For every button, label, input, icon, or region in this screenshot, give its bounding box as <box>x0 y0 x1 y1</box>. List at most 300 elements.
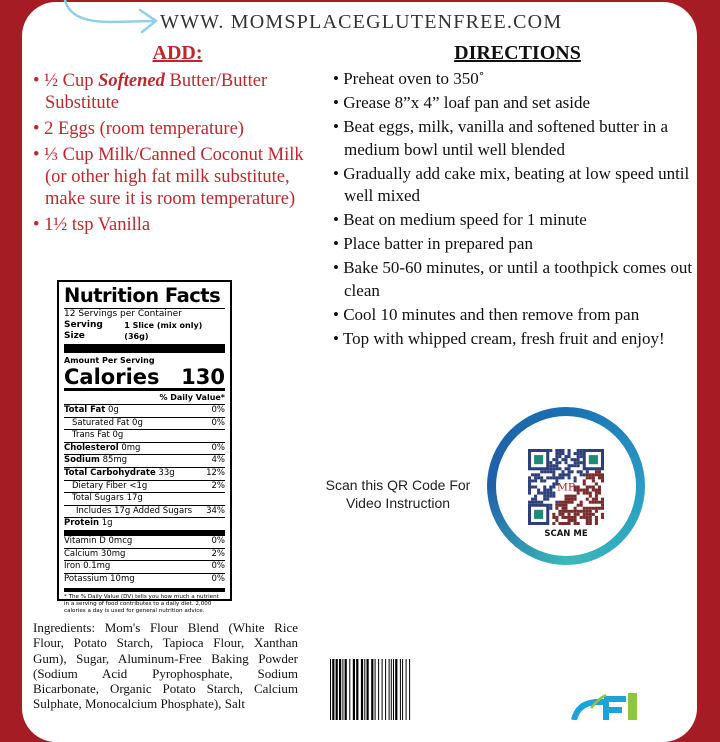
qr-module <box>546 492 549 495</box>
qr-module <box>589 492 592 495</box>
qr-module <box>561 476 564 479</box>
nutrient-amount: Vitamin D 0mcg <box>64 535 133 546</box>
qr-module <box>577 461 580 464</box>
qr-module <box>531 501 534 504</box>
qr-logo: MP <box>556 480 576 494</box>
qr-module <box>546 498 549 501</box>
nutrient-dv: 0% <box>211 573 225 584</box>
qr-module <box>595 495 598 498</box>
nutrition-footnote: * The % Daily Value (DV) tells you how much a nutrient in a serving of food contributes to a daily diet. 2,000 calories a day is used for general nutrition advice. <box>64 588 225 615</box>
nutrient-row <box>64 480 225 493</box>
qr-module <box>601 513 604 516</box>
serving-size-label: Serving Size <box>64 320 103 341</box>
qr-module <box>586 516 589 519</box>
nutrient-dv: 12% <box>206 467 225 478</box>
qr-module <box>580 461 583 464</box>
qr-module <box>564 522 567 525</box>
qr-module <box>528 492 531 495</box>
directions-list <box>333 68 698 352</box>
barcode-bar <box>385 659 386 720</box>
qr-module <box>577 449 580 452</box>
qr-module <box>601 473 604 476</box>
qr-module <box>564 458 567 461</box>
qr-module <box>568 495 571 498</box>
qr-module <box>558 449 561 452</box>
qr-module <box>577 458 580 461</box>
barcode-bar <box>378 659 379 720</box>
qr-module <box>543 485 546 488</box>
qr-module <box>549 464 552 467</box>
direction-step: • Preheat oven to 350˚ <box>333 68 698 91</box>
qr-module <box>558 476 561 479</box>
qr-module <box>589 516 592 519</box>
qr-module <box>571 458 574 461</box>
qr-module <box>552 516 555 519</box>
qr-module <box>571 510 574 513</box>
qr-module <box>561 516 564 519</box>
qr-module <box>546 476 549 479</box>
qr-module <box>583 507 586 510</box>
barcode-bar <box>400 659 401 720</box>
nutrient-row <box>64 548 225 561</box>
qr-module <box>564 510 567 513</box>
qr-module <box>571 519 574 522</box>
qr-module <box>586 510 589 513</box>
qr-module <box>537 501 540 504</box>
qr-module <box>534 498 537 501</box>
qr-module <box>540 501 543 504</box>
qr-module <box>601 479 604 482</box>
qr-module <box>601 504 604 507</box>
qr-module <box>549 449 552 452</box>
qr-module <box>534 479 537 482</box>
qr-module <box>583 513 586 516</box>
nutrient-amount: 0g <box>105 405 119 415</box>
qr-module <box>574 495 577 498</box>
qr-module <box>598 489 601 492</box>
qr-module <box>568 501 571 504</box>
nutrient-name: Total Fat <box>64 405 106 415</box>
qr-module <box>580 455 583 458</box>
qr-module <box>564 455 567 458</box>
nutrient-row <box>64 442 225 455</box>
qr-module <box>589 476 592 479</box>
directions-heading: DIRECTIONS <box>454 42 581 64</box>
qr-module <box>561 449 564 452</box>
add-item <box>33 144 313 210</box>
ingredients-text: Ingredients: Mom's Flour Blend (White Rice Flour, Potato Starch, Tapioca Flour, Xanthan Gum), Sugar, Aluminum-Free Baking Powder (Sodium Acid Pyrophosphate, Sodium Bicarbonate, Organic Potato Starch, Calcium Sulphate, Monocalcium Phosphate), Salt <box>33 620 298 712</box>
qr-module <box>561 513 564 516</box>
qr-module <box>549 461 552 464</box>
qr-module <box>552 476 555 479</box>
qr-module <box>558 467 561 470</box>
qr-module <box>528 476 531 479</box>
arrow-icon <box>60 0 160 40</box>
qr-module <box>552 473 555 476</box>
qr-module <box>583 516 586 519</box>
nutrient-dv: 0% <box>211 405 225 415</box>
nutrient-amount: 85mg <box>99 455 128 466</box>
qr-module <box>558 522 561 525</box>
qr-module <box>580 470 583 473</box>
qr-module <box>574 464 577 467</box>
barcode-bar <box>409 659 410 720</box>
nutrition-facts-panel <box>57 280 232 615</box>
qr-module <box>534 473 537 476</box>
qr-module <box>580 510 583 513</box>
qr-module <box>571 501 574 504</box>
qr-module <box>589 473 592 476</box>
qr-module <box>589 507 592 510</box>
qr-module <box>552 464 555 467</box>
nutrient-row <box>64 530 225 548</box>
website-url[interactable]: WWW. MOMSPLACEGLUTENFREE.COM <box>160 11 563 33</box>
nutrient-dv: 34% <box>206 505 225 516</box>
qr-module <box>558 452 561 455</box>
add-item <box>33 214 313 236</box>
qr-module <box>555 461 558 464</box>
qr-module <box>555 516 558 519</box>
qr-module <box>598 473 601 476</box>
qr-module <box>595 516 598 519</box>
calories-label: Calories <box>64 365 160 389</box>
qr-module <box>561 504 564 507</box>
qr-module <box>592 485 595 488</box>
qr-module <box>555 464 558 467</box>
daily-value-label: % Daily Value* <box>64 388 225 404</box>
qr-module <box>580 489 583 492</box>
qr-module <box>555 519 558 522</box>
direction-step: • Beat on medium speed for 1 minute <box>333 209 698 232</box>
qr-module <box>561 473 564 476</box>
qr-module <box>568 452 571 455</box>
qr-module <box>531 485 534 488</box>
scan-me-label: SCAN ME <box>544 529 588 539</box>
qr-module <box>589 485 592 488</box>
qr-module <box>601 516 604 519</box>
nutrient-row <box>64 454 225 467</box>
qr-module <box>577 485 580 488</box>
qr-module <box>534 495 537 498</box>
nutrient-row <box>64 404 225 417</box>
qr-module <box>577 452 580 455</box>
qr-module <box>528 482 531 485</box>
qr-module <box>531 498 534 501</box>
nutrient-dv: 4% <box>211 455 225 466</box>
qr-module <box>574 476 577 479</box>
qr-module <box>549 507 552 510</box>
qr-module <box>583 482 586 485</box>
barcode-bar <box>402 659 403 720</box>
qr-module <box>586 476 589 479</box>
qr-module <box>592 473 595 476</box>
qr-module <box>595 501 598 504</box>
nutrition-title: Nutrition Facts <box>64 284 225 309</box>
qr-module <box>564 501 567 504</box>
barcode-bar <box>336 659 338 720</box>
nutrient-row <box>64 467 225 480</box>
qr-module <box>552 470 555 473</box>
qr-module <box>528 485 531 488</box>
nutrient-amount: Dietary Fiber <1g <box>72 480 148 491</box>
barcode-bar <box>382 659 383 720</box>
qr-module <box>540 476 543 479</box>
qr-module <box>543 495 546 498</box>
qr-module <box>568 449 571 452</box>
qr-module <box>558 504 561 507</box>
qr-module <box>568 498 571 501</box>
qr-module <box>589 495 592 498</box>
nutrient-amount: 33g <box>155 467 175 478</box>
qr-module <box>577 464 580 467</box>
qr-module <box>564 498 567 501</box>
qr-module <box>549 504 552 507</box>
qr-module <box>568 470 571 473</box>
qr-module <box>558 501 561 504</box>
qr-module <box>586 485 589 488</box>
qr-module <box>571 498 574 501</box>
barcode-bar <box>391 659 392 720</box>
qr-module <box>574 461 577 464</box>
add-item-emphasis: Softened <box>98 71 165 91</box>
barcode-bar <box>332 659 334 720</box>
qr-module <box>534 485 537 488</box>
qr-module <box>586 507 589 510</box>
nutrient-row <box>64 573 225 586</box>
direction-step: • Top with whipped cream, fresh fruit and enjoy! <box>333 328 698 351</box>
qr-module <box>586 522 589 525</box>
qr-module <box>577 470 580 473</box>
qr-module <box>531 479 534 482</box>
add-item-text: 2 Eggs (room temperature) <box>44 119 244 139</box>
qr-module <box>571 470 574 473</box>
barcode-bar <box>395 659 397 720</box>
nutrient-amount: Saturated Fat 0g <box>72 417 143 428</box>
qr-module <box>592 498 595 501</box>
qr-module <box>531 473 534 476</box>
qr-module <box>543 479 546 482</box>
nutrient-amount: 1g <box>99 518 113 529</box>
qr-module <box>580 473 583 476</box>
barcode-bar <box>367 659 369 720</box>
qr-module <box>598 492 601 495</box>
qr-module <box>528 479 531 482</box>
qr-module <box>561 522 564 525</box>
barcode-bar <box>342 659 343 720</box>
direction-step: • Gradually add cake mix, beating at low speed until well mixed <box>333 163 698 208</box>
qr-module <box>577 510 580 513</box>
qr-module <box>537 492 540 495</box>
qr-module <box>592 479 595 482</box>
qr-module <box>561 507 564 510</box>
qr-module <box>568 455 571 458</box>
qr-module <box>595 470 598 473</box>
direction-step: • Bake 50-60 minutes, or until a toothpick comes out clean <box>333 257 698 302</box>
qr-module <box>555 452 558 455</box>
qr-module <box>540 470 543 473</box>
qr-module <box>549 492 552 495</box>
qr-module <box>552 458 555 461</box>
direction-step: • Grease 8”x 4” loaf pan and set aside <box>333 92 698 115</box>
qr-module <box>549 489 552 492</box>
qr-module <box>589 501 592 504</box>
qr-module <box>534 501 537 504</box>
qr-module <box>564 473 567 476</box>
nutrient-amount: Iron 0.1mg <box>64 561 111 572</box>
qr-module <box>558 513 561 516</box>
qr-module <box>568 464 571 467</box>
nutrient-name: Protein <box>64 518 100 529</box>
qr-module <box>580 452 583 455</box>
qr-module <box>552 485 555 488</box>
amount-per-serving: Amount Per Serving <box>64 356 155 365</box>
nutrient-row <box>64 429 225 442</box>
qr-code[interactable] <box>528 449 604 525</box>
qr-module <box>552 482 555 485</box>
nutrient-amount: Includes 17g Added Sugars <box>76 505 193 516</box>
qr-module <box>549 470 552 473</box>
nutrient-amount: Total Sugars 17g <box>72 493 143 504</box>
qr-module <box>586 513 589 516</box>
qr-module <box>574 498 577 501</box>
qr-module <box>574 507 577 510</box>
qr-module <box>577 455 580 458</box>
nutrient-name: Total Carbohydrate <box>64 467 156 478</box>
nutrient-amount: Trans Fat 0g <box>72 430 124 441</box>
qr-module <box>561 452 564 455</box>
qr-module <box>555 476 558 479</box>
add-item <box>33 118 313 140</box>
nutrient-amount: Potassium 10mg <box>64 573 135 584</box>
qr-module <box>564 504 567 507</box>
qr-module <box>577 522 580 525</box>
qr-module <box>595 519 598 522</box>
add-item-text: 1½ tsp Vanilla <box>44 215 151 235</box>
qr-module <box>598 470 601 473</box>
qr-module <box>552 495 555 498</box>
barcode-bar <box>339 659 341 720</box>
qr-module <box>589 522 592 525</box>
serving-size: 1 Slice (mix only) (36g) <box>124 321 203 341</box>
calories-value: 130 <box>181 365 225 389</box>
qr-module <box>564 507 567 510</box>
add-item-text: Butter/Butter Substitute <box>45 71 268 113</box>
qr-module <box>546 470 549 473</box>
qr-module <box>595 510 598 513</box>
qr-badge[interactable] <box>487 407 645 565</box>
nutrient-name: Sodium <box>64 455 100 466</box>
qr-module <box>586 492 589 495</box>
qr-module <box>568 522 571 525</box>
servings: 12 Servings per Container <box>64 309 182 319</box>
nutrient-row <box>64 505 225 518</box>
qr-module <box>528 501 531 504</box>
nutrient-dv: 0% <box>211 442 225 453</box>
add-item-text: ⅓ Cup Milk/Canned Coconut Milk (or other high fat milk substitute, make sure it is room temperature) <box>44 145 304 209</box>
qr-module <box>592 489 595 492</box>
qr-module <box>589 519 592 522</box>
qr-module <box>598 507 601 510</box>
qr-module <box>543 492 546 495</box>
qr-module <box>552 522 555 525</box>
qr-module <box>564 516 567 519</box>
qr-module <box>595 522 598 525</box>
qr-module <box>555 501 558 504</box>
qr-module <box>537 476 540 479</box>
qr-module <box>583 479 586 482</box>
barcode-bar <box>375 659 376 720</box>
nutrient-dv: 2% <box>211 548 225 559</box>
qr-module <box>574 458 577 461</box>
qr-caption: Scan this QR Code For Video Instruction <box>325 477 471 511</box>
qr-module <box>598 501 601 504</box>
barcode-bar <box>361 659 363 720</box>
qr-module <box>589 510 592 513</box>
barcode <box>330 659 412 720</box>
nutrient-row <box>64 492 225 505</box>
qr-module <box>555 449 558 452</box>
qr-module <box>574 519 577 522</box>
qr-module <box>595 498 598 501</box>
qr-module <box>546 489 549 492</box>
qr-module <box>583 492 586 495</box>
qr-module <box>592 501 595 504</box>
qr-module <box>568 467 571 470</box>
qr-module <box>589 513 592 516</box>
barcode-bar <box>389 659 390 720</box>
qr-module <box>595 473 598 476</box>
nutrient-rows <box>64 404 225 585</box>
qr-module <box>586 473 589 476</box>
qr-module <box>558 510 561 513</box>
qr-module <box>537 473 540 476</box>
barcode-bar <box>356 659 358 720</box>
qr-module <box>543 470 546 473</box>
qr-module <box>586 498 589 501</box>
qr-module <box>571 516 574 519</box>
qr-module <box>577 504 580 507</box>
add-ingredients-list <box>33 70 313 240</box>
qr-module <box>564 495 567 498</box>
qr-module <box>558 461 561 464</box>
qr-module <box>574 516 577 519</box>
qr-module <box>568 510 571 513</box>
barcode-bar <box>364 659 365 720</box>
qr-module <box>549 495 552 498</box>
qr-module <box>601 476 604 479</box>
qr-module <box>580 501 583 504</box>
qr-module <box>574 513 577 516</box>
qr-module <box>583 510 586 513</box>
qr-module <box>561 510 564 513</box>
qr-module <box>546 495 549 498</box>
direction-step: • Cool 10 minutes and then remove from pan <box>333 304 698 327</box>
qr-module <box>574 522 577 525</box>
direction-step: • Place batter in prepared pan <box>333 233 698 256</box>
qr-module <box>564 467 567 470</box>
qr-module <box>592 513 595 516</box>
barcode-bar <box>406 659 407 720</box>
qr-module <box>595 492 598 495</box>
qr-module <box>561 501 564 504</box>
qr-module <box>552 513 555 516</box>
barcode-bar <box>393 659 394 720</box>
qr-module <box>537 489 540 492</box>
qr-module <box>568 516 571 519</box>
qr-module <box>534 476 537 479</box>
qr-module <box>540 479 543 482</box>
nutrient-name: Cholesterol <box>64 442 119 453</box>
